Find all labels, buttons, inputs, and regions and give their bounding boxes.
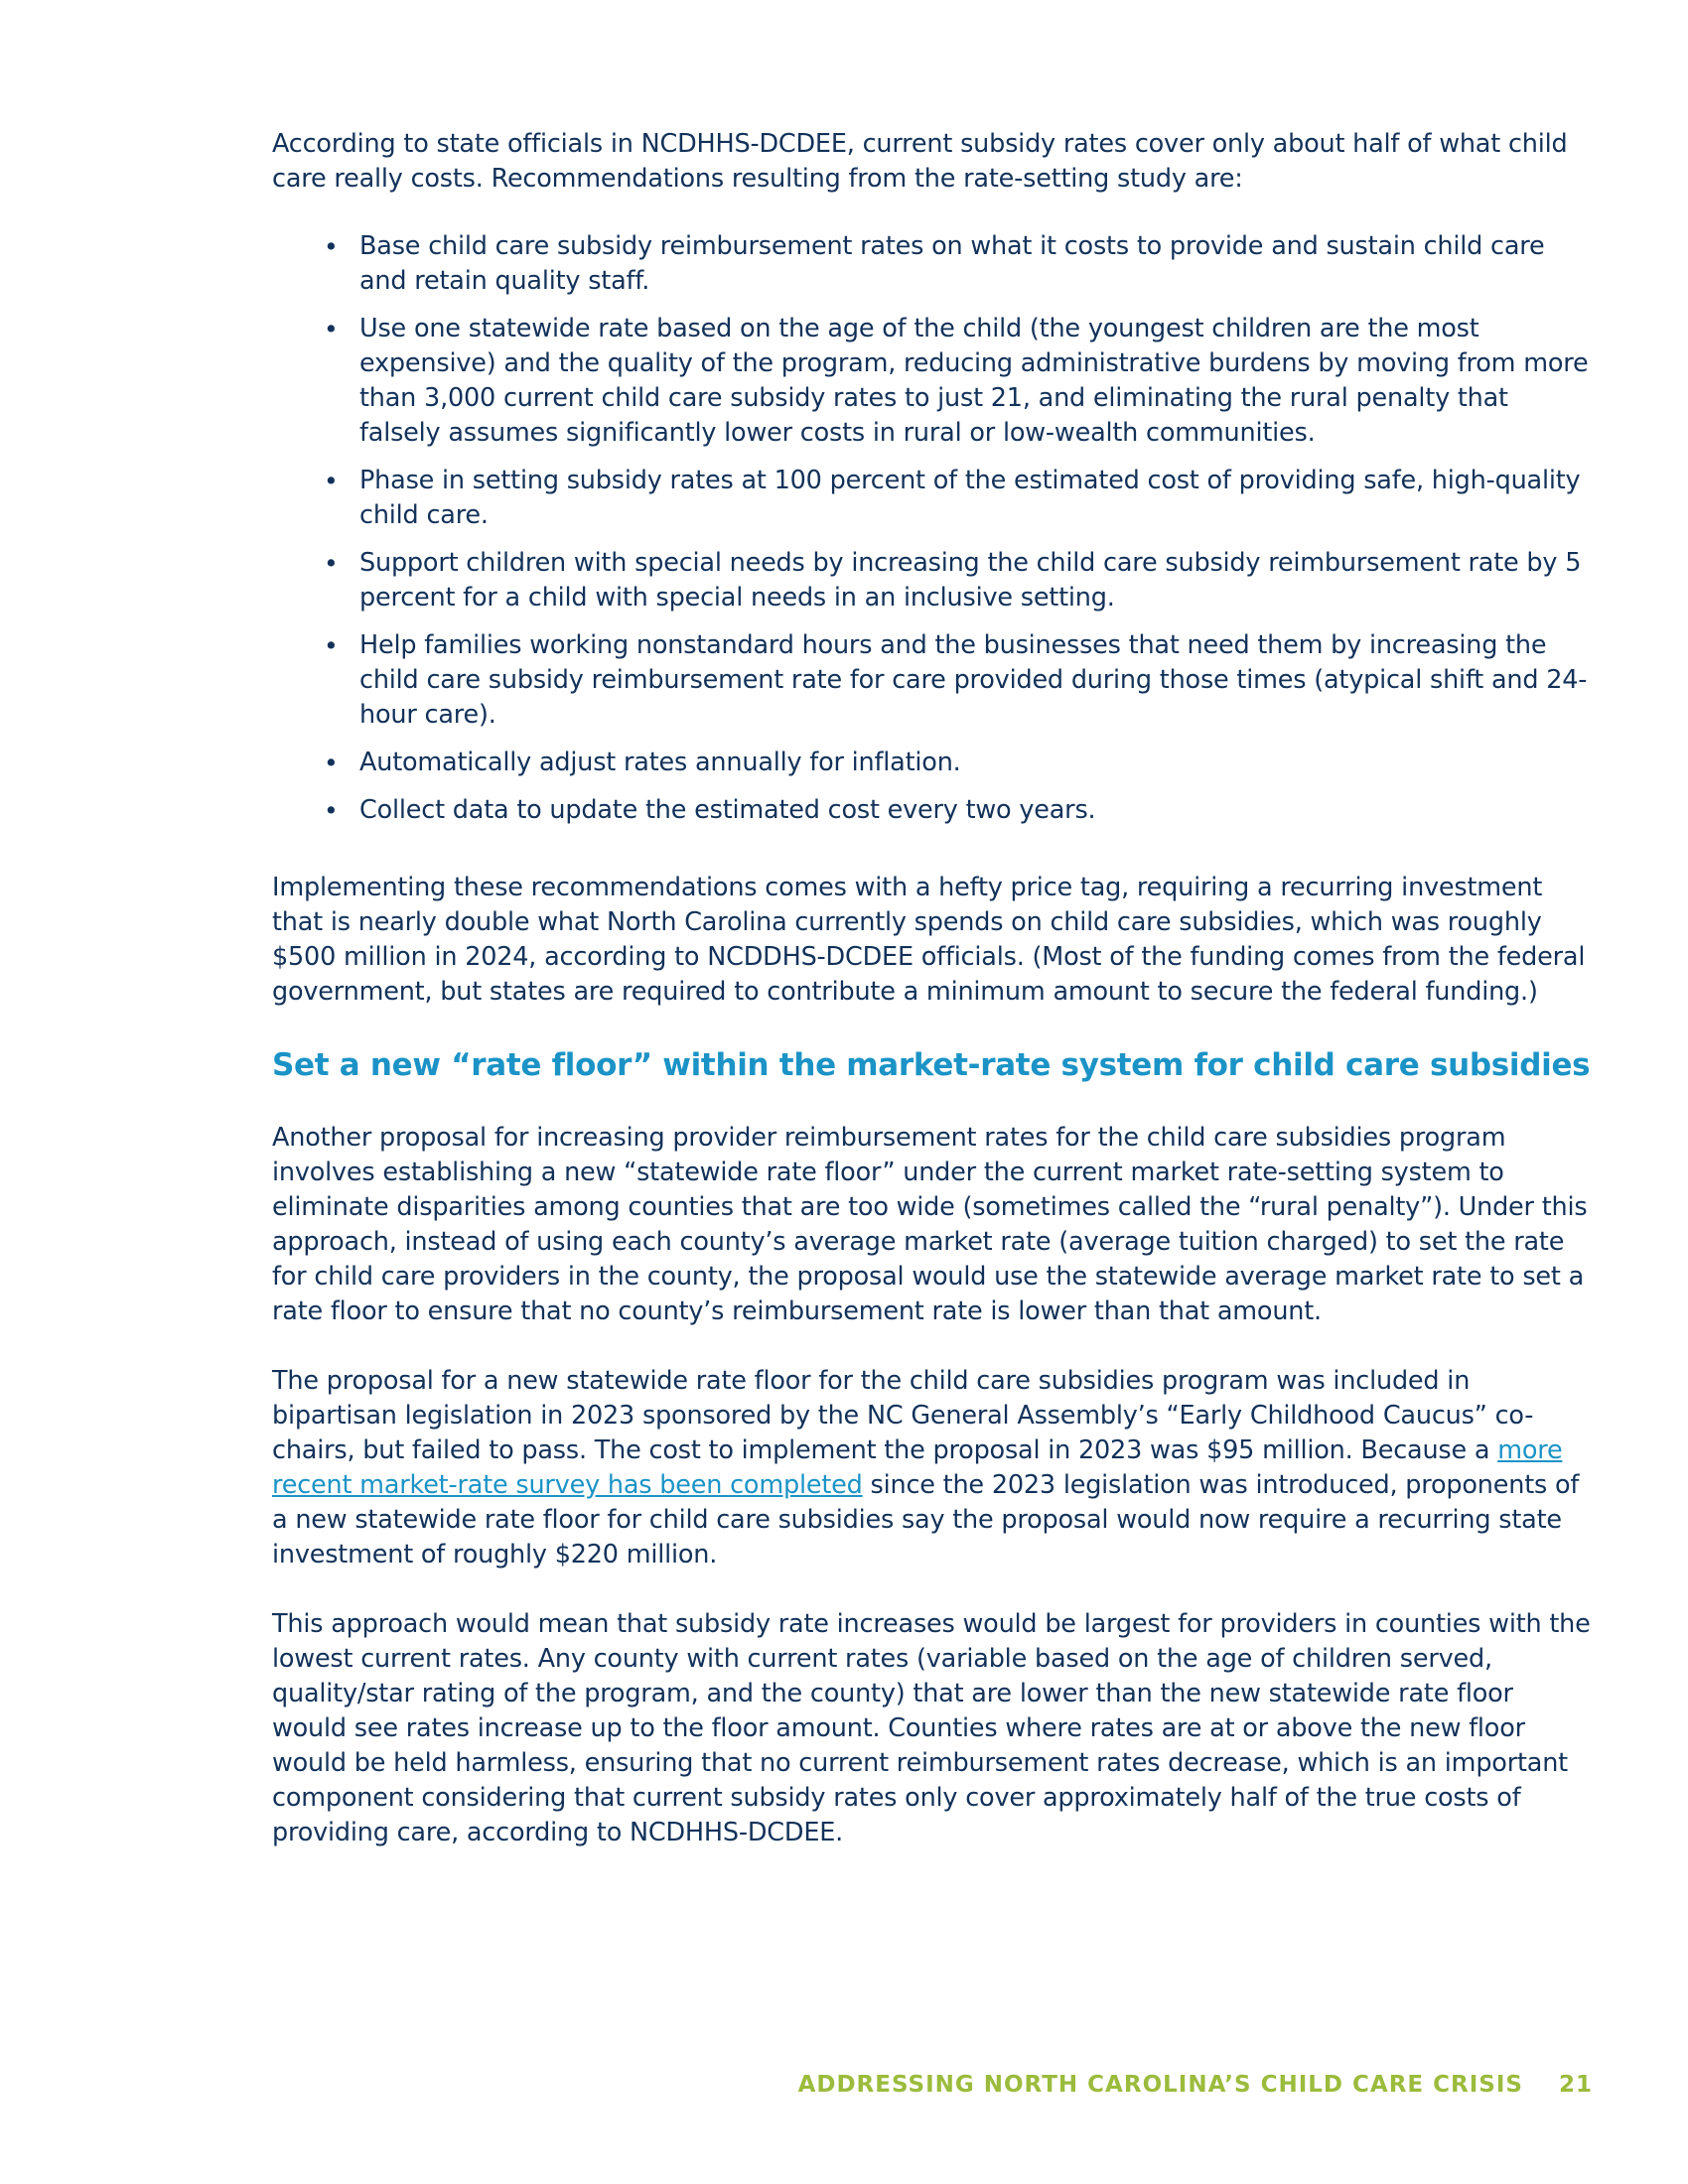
- list-item-text: Base child care subsidy reimbursement rates on what it costs to provide and sustain child care and retain quality staff.: [359, 231, 1545, 296]
- market-rate-survey-link[interactable]: more recent market-rate survey has been completed: [272, 1435, 1563, 1500]
- list-item: [272, 464, 1593, 533]
- list-item: [272, 746, 1593, 780]
- list-item: [272, 229, 1593, 299]
- legislation-text-before: The proposal for a new statewide rate floor for the child care subsidies program was included in bipartisan legislation in 2023 sponsored by the NC General Assembly’s “Early Childhood Caucus” co-chairs, but failed to pass. The cost to implement the proposal in 2023 was $95 million. Because a: [272, 1366, 1534, 1465]
- recommendations-list: [272, 229, 1593, 828]
- list-item-text: Use one statewide rate based on the age of the child (the youngest children are the most expensive) and the quality of the program, reducing administrative burdens by moving from more than 3,000 current child care subsidy rates to just 21, and eliminating the rural penalty that falsely assumes significantly lower costs in rural or low-wealth communities.: [359, 314, 1589, 448]
- page-number: 21: [1558, 2072, 1593, 2098]
- bullet-icon: •: [324, 631, 339, 660]
- list-item-text: Automatically adjust rates annually for inflation.: [359, 748, 961, 777]
- bullet-icon: •: [324, 315, 339, 343]
- legislation-text-after: since the 2023 legislation was introduced, proponents of a new statewide rate floor for child care subsidies say the proposal would now require a recurring state investment of roughly $220 million.: [272, 1470, 1580, 1570]
- bullet-icon: •: [324, 549, 339, 578]
- bullet-icon: •: [324, 232, 339, 261]
- footer-title: ADDRESSING NORTH CAROLINA’S CHILD CARE CRISIS: [797, 2072, 1523, 2098]
- page-content: [272, 127, 1593, 1885]
- list-item-text: Phase in setting subsidy rates at 100 percent of the estimated cost of providing safe, high-quality child care.: [359, 466, 1581, 530]
- impact-paragraph: This approach would mean that subsidy rate increases would be largest for providers in counties with the lowest current rates. Any county with current rates (variable based on the age of children served, quality/star rating of the program, and the county) that are lower than the new statewide rate floor would see rates increase up to the floor amount. Counties where rates are at or above the new floor would be held harmless, ensuring that no current reimbursement rates decrease, which is an important component considering that current subsidy rates only cover approximately half of the true costs of providing care, according to NCDHHS-DCDEE.: [272, 1609, 1591, 1847]
- section-heading: Set a new “rate floor” within the market-rate system for child care subsidies: [272, 1047, 1591, 1083]
- rate-floor-paragraph: Another proposal for increasing provider reimbursement rates for the child care subsidies program involves establishing a new “statewide rate floor” under the current market rate-setting system to eliminate disparities among counties that are too wide (sometimes called the “rural penalty”). Under this approach, instead of using each county’s average market rate (average tuition charged) to set the rate for child care providers in the county, the proposal would use the statewide average market rate to set a rate floor to ensure that no county’s reimbursement rate is lower than that amount.: [272, 1123, 1588, 1326]
- page-footer: [798, 2072, 1593, 2098]
- bullet-icon: •: [324, 796, 339, 825]
- legislation-paragraph: [272, 1364, 1593, 1572]
- list-item-text: Collect data to update the estimated cost every two years.: [359, 795, 1096, 825]
- bullet-icon: •: [324, 467, 339, 495]
- bullet-icon: •: [324, 749, 339, 777]
- intro-paragraph: According to state officials in NCDHHS-DCDEE, current subsidy rates cover only about half of what child care really costs. Recommendations resulting from the rate-setting study are:: [272, 129, 1568, 194]
- list-item: [272, 793, 1593, 828]
- list-item: [272, 312, 1593, 451]
- cost-paragraph: Implementing these recommendations comes with a hefty price tag, requiring a recurring investment that is nearly double what North Carolina currently spends on child care subsidies, which was roughly $500 million in 2024, according to NCDDHS-DCDEE officials. (Most of the funding comes from the federal government, but states are required to contribute a minimum amount to secure the federal funding.): [272, 873, 1586, 1007]
- list-item: [272, 546, 1593, 615]
- list-item-text: Support children with special needs by increasing the child care subsidy reimbursement rate by 5 percent for a child with special needs in an inclusive setting.: [359, 548, 1582, 613]
- list-item: [272, 628, 1593, 733]
- list-item-text: Help families working nonstandard hours and the businesses that need them by increasing the child care subsidy reimbursement rate for care provided during those times (atypical shift and 24-hour care).: [359, 630, 1588, 730]
